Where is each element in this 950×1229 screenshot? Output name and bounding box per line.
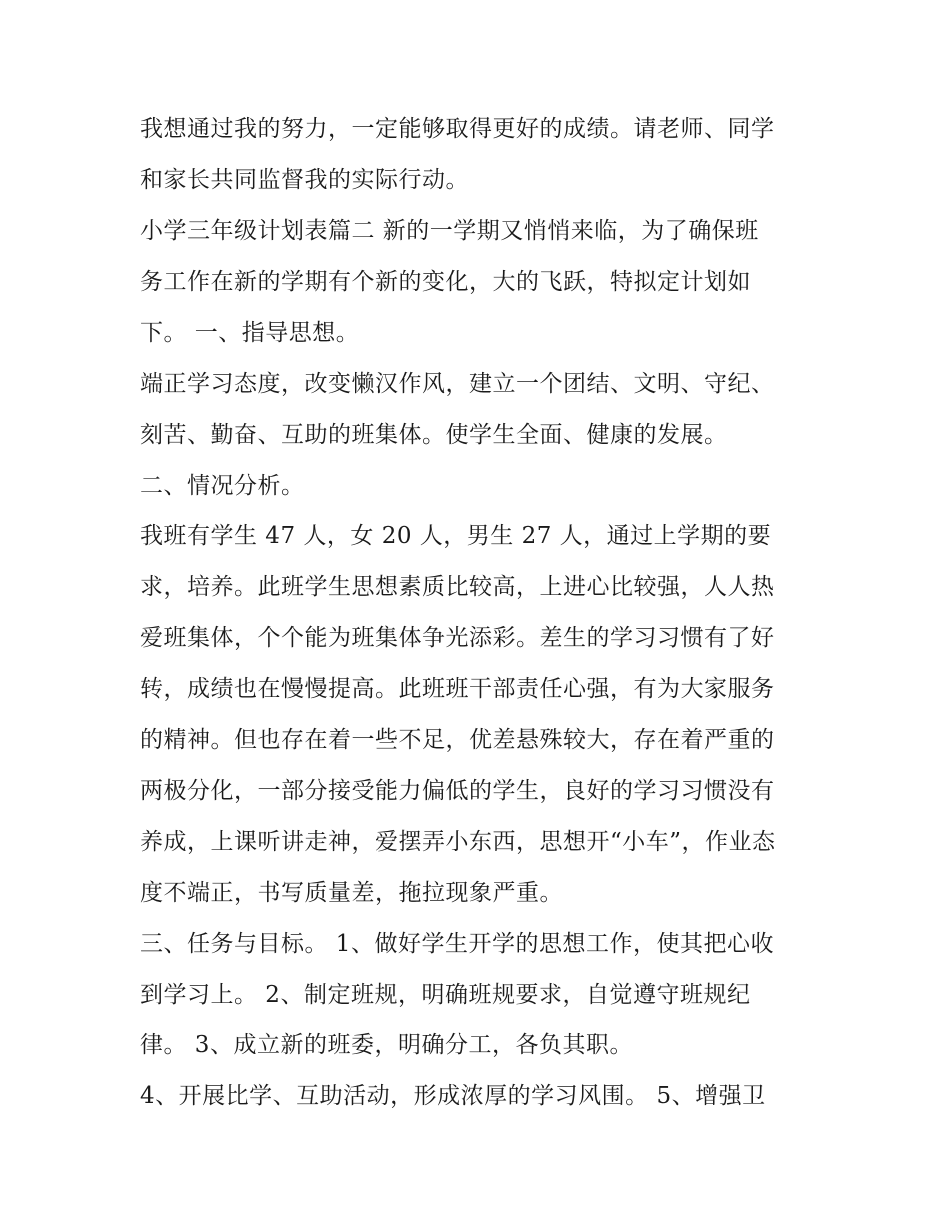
text-line-15: 养成，上课听讲走神，爱摆弄小东西，思想开“小车”，作业态 — [140, 829, 776, 855]
text-line-20: 4、开展比学、互助活动，形成浓厚的学习风围。 5、增强卫 — [140, 1083, 766, 1109]
text-line-7: 刻苦、勤奋、互助的班集体。使学生全面、健康的发展。 — [140, 422, 728, 448]
text-line-13: 的精神。但也存在着一些不足，优差悬殊较大，存在着严重的 — [140, 727, 775, 753]
text-line-14: 两极分化，一部分接受能力偏低的学生，良好的学习习惯没有 — [140, 778, 775, 804]
text-line-3: 小学三年级计划表篇二 新的一学期又悄悄来临，为了确保班 — [140, 218, 759, 244]
text-line-12: 转，成绩也在慢慢提高。此班班干部责任心强，有为大家服务 — [140, 676, 775, 702]
text-line-11: 爱班集体，个个能为班集体争光添彩。差生的学习习惯有了好 — [140, 625, 775, 651]
text-line-17: 三、任务与目标。 1、做好学生开学的思想工作，使其把心收 — [140, 931, 774, 957]
text-line-18: 到学习上。 2、制定班规，明确班规要求，自觉遵守班规纪 — [140, 982, 751, 1008]
text-line-19: 律。 3、成立新的班委，明确分工，各负其职。 — [140, 1032, 633, 1058]
text-line-1: 我想通过我的努力，一定能够取得更好的成绩。请老师、同学 — [140, 116, 775, 142]
text-line-6: 端正学习态度，改变懒汉作风，建立一个团结、文明、守纪、 — [140, 371, 775, 397]
text-line-8: 二、情况分析。 — [140, 473, 305, 499]
text-line-2: 和家长共同监督我的实际行动。 — [140, 167, 469, 193]
text-line-4: 务工作在新的学期有个新的变化，大的飞跃，特拟定计划如 — [140, 269, 751, 295]
text-line-10: 求，培养。此班学生思想素质比较高，上进心比较强，人人热 — [140, 574, 775, 600]
text-line-9: 我班有学生 47 人，女 20 人，男生 27 人，通过上学期的要 — [140, 523, 772, 549]
text-line-16: 度不端正，书写质量差，拖拉现象严重。 — [140, 880, 563, 906]
text-line-5: 下。 一、指导思想。 — [140, 320, 360, 346]
